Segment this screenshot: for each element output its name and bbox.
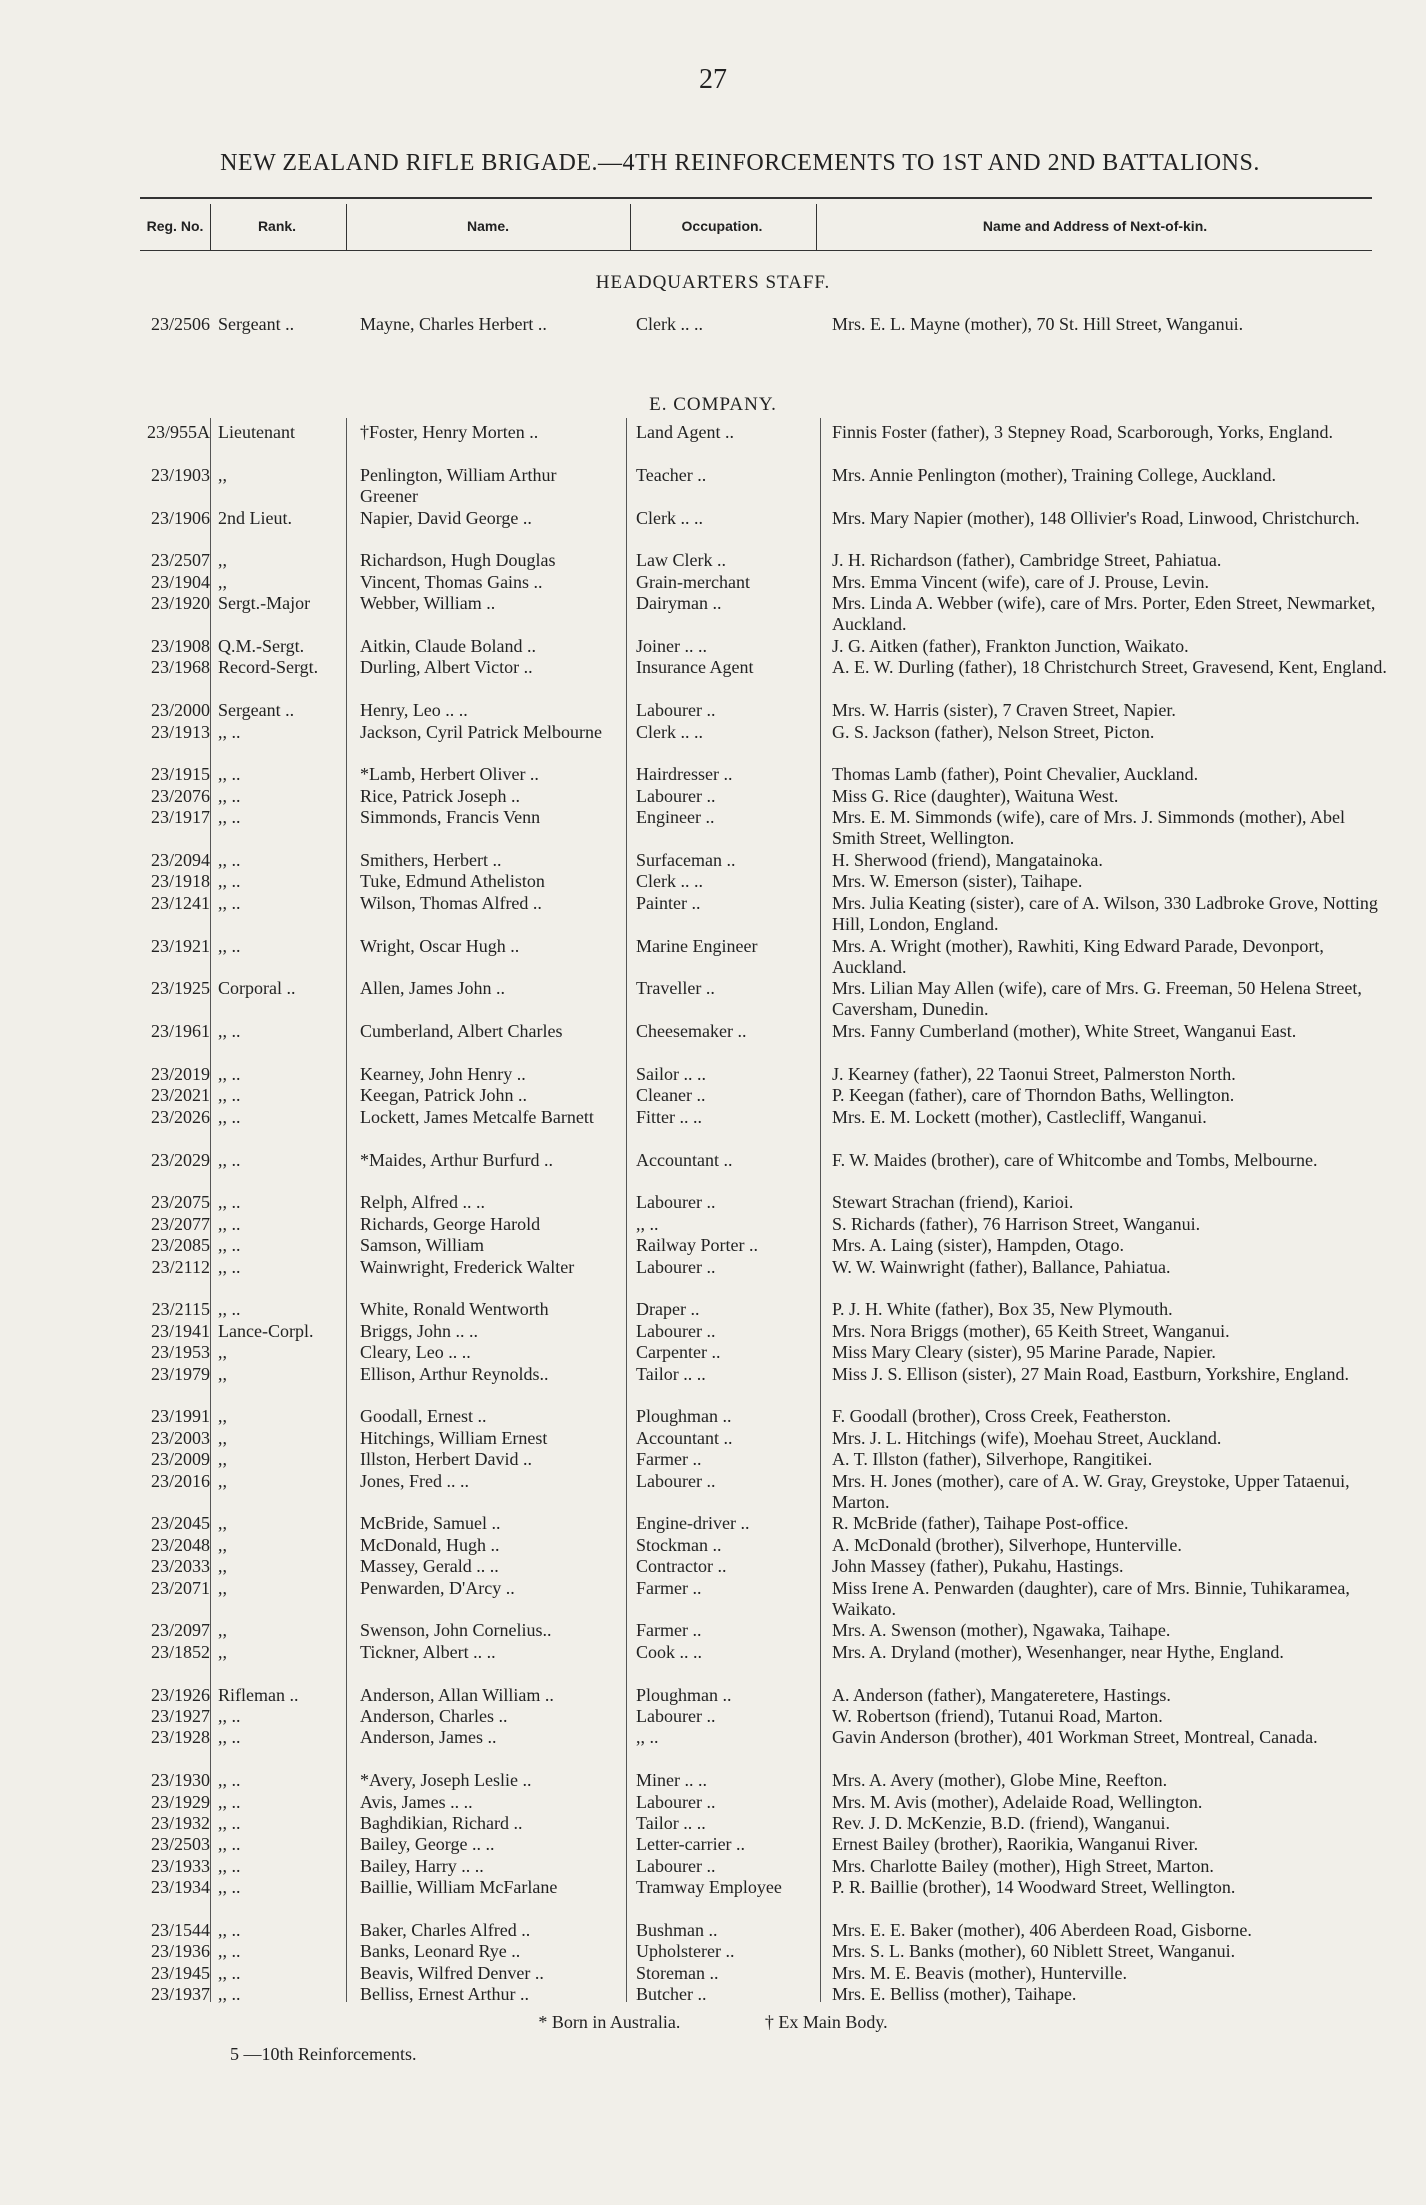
- next-of-kin-cell: F. Goodall (brother), Cross Creek, Featherston.: [832, 1406, 1171, 1427]
- next-of-kin-cell: Mrs. M. Avis (mother), Adelaide Road, Wellington.: [832, 1791, 1203, 1812]
- next-of-kin-cell: A. T. Illston (father), Silverhope, Rangitikei.: [832, 1449, 1153, 1470]
- occupation-cell: Butcher ..: [636, 1984, 707, 2005]
- name-cell: Rice, Patrick Joseph ..: [360, 785, 520, 806]
- occupation-cell: Labourer ..: [636, 1791, 716, 1812]
- column-rule: [210, 418, 211, 2002]
- header-divider: [210, 204, 211, 250]
- name-cell: Webber, William ..: [360, 593, 496, 614]
- col-rank-header: Rank.: [257, 218, 297, 234]
- occupation-cell: Draper ..: [636, 1299, 700, 1320]
- name-cell: Hitchings, William Ernest: [360, 1427, 548, 1448]
- occupation-cell: Engine-driver ..: [636, 1513, 750, 1534]
- occupation-cell: Labourer ..: [636, 700, 716, 721]
- occupation-cell: Tailor .. ..: [636, 1363, 706, 1384]
- rank-cell: ,,: [218, 1513, 227, 1534]
- next-of-kin-cell: Miss Irene A. Penwarden (daughter), care of Mrs. Binnie, Tuhikaramea, Waikato.: [832, 1577, 1350, 1619]
- occupation-cell: Tramway Employee: [636, 1877, 782, 1898]
- reg-no-cell: 23/1904: [150, 571, 210, 592]
- reg-no-cell: 23/2026: [150, 1106, 210, 1127]
- reg-no-cell: 23/1930: [150, 1770, 210, 1791]
- reg-no-cell: 23/2506: [150, 314, 210, 334]
- name-cell: Tickner, Albert .. ..: [360, 1641, 496, 1662]
- name-cell: Massey, Gerald .. ..: [360, 1556, 499, 1577]
- occupation-cell: Carpenter ..: [636, 1342, 721, 1363]
- name-cell: McDonald, Hugh ..: [360, 1534, 500, 1555]
- reg-no-cell: 23/2097: [150, 1620, 210, 1641]
- name-cell: Keegan, Patrick John ..: [360, 1085, 527, 1106]
- footnotes: [0, 2012, 1426, 2033]
- next-of-kin-cell: Mrs. Mary Napier (mother), 148 Ollivier's Road, Linwood, Christchurch.: [832, 507, 1360, 528]
- occupation-cell: Farmer ..: [636, 1449, 702, 1470]
- name-cell: Anderson, Allan William ..: [360, 1684, 554, 1705]
- name-cell: White, Ronald Wentworth: [360, 1299, 549, 1320]
- name-cell: Anderson, Charles ..: [360, 1706, 508, 1726]
- name-cell: Goodall, Ernest ..: [360, 1406, 487, 1427]
- rank-cell: ,,: [218, 1577, 227, 1598]
- reg-no-cell: 23/2085: [150, 1235, 210, 1256]
- occupation-cell: Labourer ..: [636, 1192, 716, 1213]
- next-of-kin-cell: Mrs. A. Avery (mother), Globe Mine, Reefton.: [832, 1770, 1168, 1791]
- next-of-kin-cell: Mrs. Charlotte Bailey (mother), High Street, Marton.: [832, 1855, 1214, 1876]
- next-of-kin-cell: Mrs. H. Jones (mother), care of A. W. Gray, Greystoke, Upper Tataenui, Marton.: [832, 1470, 1350, 1512]
- reg-no-cell: 23/1927: [150, 1706, 210, 1726]
- occupation-cell: Labourer ..: [636, 1855, 716, 1876]
- rank-cell: ,, ..: [218, 1791, 241, 1812]
- next-of-kin-cell: Mrs. A. Swenson (mother), Ngawaka, Taihape.: [832, 1620, 1171, 1641]
- reg-no-cell: 23/1915: [150, 764, 210, 785]
- name-cell: Briggs, John .. ..: [360, 1320, 479, 1341]
- rank-cell: ,, ..: [218, 764, 241, 785]
- name-cell: Jones, Fred .. ..: [360, 1470, 469, 1491]
- reg-no-cell: 23/1544: [150, 1920, 210, 1940]
- occupation-cell: Law Clerk ..: [636, 550, 726, 571]
- name-cell: Beavis, Wilfred Denver ..: [360, 1962, 544, 1983]
- reg-no-cell: 23/1968: [150, 657, 210, 678]
- occupation-cell: Traveller ..: [636, 978, 715, 999]
- rank-cell: ,, ..: [218, 1877, 241, 1898]
- next-of-kin-cell: Mrs. A. Dryland (mother), Wesenhanger, near Hythe, England.: [832, 1641, 1284, 1662]
- rank-cell: ,, ..: [218, 935, 241, 956]
- name-cell: Illston, Herbert David ..: [360, 1449, 532, 1470]
- rank-cell: ,,: [218, 1427, 227, 1448]
- table-header: [140, 204, 1372, 250]
- name-cell: Penwarden, D'Arcy ..: [360, 1577, 515, 1598]
- next-of-kin-cell: A. E. W. Durling (father), 18 Christchurch Street, Gravesend, Kent, England.: [832, 657, 1387, 678]
- occupation-cell: Storeman ..: [636, 1962, 719, 1983]
- next-of-kin-cell: J. G. Aitken (father), Frankton Junction, Waikato.: [832, 636, 1189, 656]
- occupation-cell: Land Agent ..: [636, 422, 734, 442]
- name-cell: Tuke, Edmund Atheliston: [360, 871, 545, 892]
- occupation-cell: ,, ..: [636, 1213, 659, 1234]
- page-number: 27: [699, 64, 727, 95]
- rank-cell: ,, ..: [218, 1106, 241, 1127]
- occupation-cell: Tailor .. ..: [636, 1813, 706, 1833]
- next-of-kin-cell: Mrs. A. Wright (mother), Rawhiti, King Edward Parade, Devonport, Auckland.: [832, 935, 1324, 977]
- name-cell: †Foster, Henry Morten ..: [360, 422, 539, 442]
- reg-no-cell: 23/2076: [150, 785, 210, 806]
- reg-no-cell: 23/1928: [150, 1727, 210, 1748]
- name-cell: Aitkin, Claude Boland ..: [360, 636, 536, 656]
- name-cell: Richardson, Hugh Douglas: [360, 550, 556, 571]
- occupation-cell: Teacher ..: [636, 464, 707, 485]
- occupation-cell: Marine Engineer: [636, 935, 758, 956]
- rank-cell: ,,: [218, 1363, 227, 1384]
- rank-cell: ,, ..: [218, 850, 241, 870]
- name-cell: McBride, Samuel ..: [360, 1513, 501, 1534]
- next-of-kin-cell: Gavin Anderson (brother), 401 Workman Street, Montreal, Canada.: [832, 1727, 1318, 1748]
- reg-no-cell: 23/2045: [150, 1513, 210, 1534]
- rank-cell: ,, ..: [218, 1813, 241, 1833]
- rank-cell: Sergeant ..: [218, 700, 295, 721]
- next-of-kin-cell: Mrs. Nora Briggs (mother), 65 Keith Street, Wanganui.: [832, 1320, 1230, 1341]
- occupation-cell: Farmer ..: [636, 1620, 702, 1641]
- rank-cell: ,, ..: [218, 721, 241, 742]
- reg-no-cell: 23/1937: [150, 1984, 210, 2005]
- company-section-title: E. COMPANY.: [649, 394, 777, 415]
- rank-cell: ,, ..: [218, 1256, 241, 1277]
- name-cell: Mayne, Charles Herbert ..: [360, 314, 547, 334]
- occupation-cell: Miner .. ..: [636, 1770, 707, 1791]
- reg-no-cell: 23/2048: [150, 1534, 210, 1555]
- reg-no-cell: 23/1920: [150, 593, 210, 614]
- col-name-header: Name.: [466, 218, 510, 234]
- name-cell: Cleary, Leo .. ..: [360, 1342, 471, 1363]
- rank-cell: ,, ..: [218, 1984, 241, 2005]
- rank-cell: ,,: [218, 1620, 227, 1641]
- occupation-cell: Cook .. ..: [636, 1641, 703, 1662]
- next-of-kin-cell: H. Sherwood (friend), Mangatainoka.: [832, 850, 1103, 870]
- rank-cell: Rifleman ..: [218, 1684, 299, 1705]
- name-cell: Samson, William: [360, 1235, 484, 1256]
- next-of-kin-cell: Mrs. S. L. Banks (mother), 60 Niblett Street, Wanganui.: [832, 1941, 1236, 1962]
- next-of-kin-cell: Mrs. Emma Vincent (wife), care of J. Prouse, Levin.: [832, 571, 1209, 592]
- next-of-kin-cell: J. Kearney (father), 22 Taonui Street, Palmerston North.: [832, 1064, 1236, 1084]
- reg-no-cell: 23/1852: [150, 1641, 210, 1662]
- name-cell: Wilson, Thomas Alfred ..: [360, 892, 542, 913]
- reg-no-cell: 23/1953: [150, 1342, 210, 1363]
- occupation-cell: Grain-merchant: [636, 571, 750, 592]
- next-of-kin-cell: Mrs. Linda A. Webber (wife), care of Mrs. Porter, Eden Street, Newmarket, Auckland.: [832, 593, 1376, 635]
- occupation-cell: Labourer ..: [636, 1470, 716, 1491]
- col-reg-header: Reg. No.: [146, 218, 204, 234]
- name-cell: Henry, Leo .. ..: [360, 700, 468, 721]
- occupation-cell: Ploughman ..: [636, 1684, 732, 1705]
- reg-no-cell: 23/2503: [150, 1834, 210, 1855]
- occupation-cell: Cleaner ..: [636, 1085, 706, 1106]
- rank-cell: ,, ..: [218, 1855, 241, 1876]
- occupation-cell: Insurance Agent: [636, 657, 754, 678]
- name-cell: Simmonds, Francis Venn: [360, 807, 541, 828]
- reg-no-cell: 23/2077: [150, 1213, 210, 1234]
- column-rule: [346, 418, 347, 2002]
- col-occupation-header: Occupation.: [681, 218, 763, 234]
- reg-no-cell: 23/1906: [150, 507, 210, 528]
- next-of-kin-cell: G. S. Jackson (father), Nelson Street, Picton.: [832, 721, 1155, 742]
- next-of-kin-cell: Mrs. M. E. Beavis (mother), Hunterville.: [832, 1962, 1127, 1983]
- next-of-kin-cell: P. R. Baillie (brother), 14 Woodward Street, Wellington.: [832, 1877, 1236, 1898]
- name-cell: Penlington, William Arthur Greener: [360, 464, 557, 506]
- next-of-kin-cell: Stewart Strachan (friend), Karioi.: [832, 1192, 1074, 1213]
- rank-cell: ,,: [218, 1449, 227, 1470]
- occupation-cell: Sailor .. ..: [636, 1064, 706, 1084]
- occupation-cell: Ploughman ..: [636, 1406, 732, 1427]
- rank-cell: ,, ..: [218, 1962, 241, 1983]
- name-cell: Vincent, Thomas Gains ..: [360, 571, 543, 592]
- occupation-cell: Farmer ..: [636, 1577, 702, 1598]
- reg-no-cell: 23/2071: [150, 1577, 210, 1598]
- reg-no-cell: 23/2075: [150, 1192, 210, 1213]
- occupation-cell: Labourer ..: [636, 1706, 716, 1726]
- next-of-kin-cell: P. Keegan (father), care of Thorndon Baths, Wellington.: [832, 1085, 1235, 1106]
- rank-cell: ,,: [218, 464, 227, 485]
- name-cell: Allen, James John ..: [360, 978, 505, 999]
- reg-no-cell: 23/1929: [150, 1791, 210, 1812]
- rank-cell: ,, ..: [218, 1235, 241, 1256]
- next-of-kin-cell: Mrs. W. Emerson (sister), Taihape.: [832, 871, 1083, 892]
- next-of-kin-cell: J. H. Richardson (father), Cambridge Street, Pahiatua.: [832, 550, 1222, 571]
- reg-no-cell: 23/1934: [150, 1877, 210, 1898]
- reg-no-cell: 23/2094: [150, 850, 210, 870]
- name-cell: Wright, Oscar Hugh ..: [360, 935, 520, 956]
- reg-no-cell: 23/1926: [150, 1684, 210, 1705]
- next-of-kin-cell: Mrs. A. Laing (sister), Hampden, Otago.: [832, 1235, 1124, 1256]
- rank-cell: ,,: [218, 1641, 227, 1662]
- next-of-kin-cell: Mrs. Annie Penlington (mother), Training College, Auckland.: [832, 464, 1276, 485]
- next-of-kin-cell: P. J. H. White (father), Box 35, New Plymouth.: [832, 1299, 1173, 1320]
- reg-no-cell: 23/2000: [150, 700, 210, 721]
- name-cell: Ellison, Arthur Reynolds..: [360, 1363, 549, 1384]
- name-cell: Bailey, George .. ..: [360, 1834, 495, 1855]
- rank-cell: ,, ..: [218, 892, 241, 913]
- occupation-cell: Letter-carrier ..: [636, 1834, 746, 1855]
- rank-cell: Record-Sergt.: [218, 657, 319, 678]
- next-of-kin-cell: Finnis Foster (father), 3 Stepney Road, Scarborough, Yorks, England.: [832, 422, 1333, 442]
- reg-no-cell: 23/1945: [150, 1962, 210, 1983]
- next-of-kin-cell: A. Anderson (father), Mangateretere, Hastings.: [832, 1684, 1171, 1705]
- reg-no-cell: 23/1925: [150, 978, 210, 999]
- header-top-rule: [140, 197, 1372, 199]
- occupation-cell: Engineer ..: [636, 807, 715, 828]
- occupation-cell: Accountant ..: [636, 1427, 733, 1448]
- rank-cell: ,,: [218, 1406, 227, 1427]
- next-of-kin-cell: Mrs. Fanny Cumberland (mother), White Street, Wanganui East.: [832, 1021, 1297, 1042]
- reg-no-cell: 23/1903: [150, 464, 210, 485]
- next-of-kin-cell: S. Richards (father), 76 Harrison Street, Wanganui.: [832, 1213, 1201, 1234]
- next-of-kin-cell: Rev. J. D. McKenzie, B.D. (friend), Wanganui.: [832, 1813, 1170, 1833]
- reg-no-cell: 23/1932: [150, 1813, 210, 1833]
- reg-no-cell: 23/1991: [150, 1406, 210, 1427]
- reg-no-cell: 23/2507: [150, 550, 210, 571]
- rank-cell: ,, ..: [218, 1941, 241, 1962]
- next-of-kin-cell: A. McDonald (brother), Silverhope, Hunterville.: [832, 1534, 1182, 1555]
- rank-cell: ,, ..: [218, 1213, 241, 1234]
- occupation-cell: Hairdresser ..: [636, 764, 733, 785]
- reg-no-cell: 23/2009: [150, 1449, 210, 1470]
- reg-no-cell: 23/2019: [150, 1064, 210, 1084]
- rank-cell: ,, ..: [218, 871, 241, 892]
- name-cell: Avis, James .. ..: [360, 1791, 473, 1812]
- next-of-kin-cell: Mrs. Julia Keating (sister), care of A. Wilson, 330 Ladbroke Grove, Notting Hill, London, England.: [832, 892, 1378, 934]
- rank-cell: ,, ..: [218, 1149, 241, 1170]
- name-cell: Anderson, James ..: [360, 1727, 497, 1748]
- rank-cell: ,,: [218, 571, 227, 592]
- reg-no-cell: 23/2021: [150, 1085, 210, 1106]
- name-cell: Baghdikian, Richard ..: [360, 1813, 523, 1833]
- rank-cell: ,, ..: [218, 1192, 241, 1213]
- reg-no-cell: 23/955A: [147, 422, 210, 442]
- occupation-cell: Upholsterer ..: [636, 1941, 735, 1962]
- next-of-kin-cell: Mrs. E. L. Mayne (mother), 70 St. Hill Street, Wanganui.: [832, 314, 1244, 334]
- next-of-kin-cell: F. W. Maides (brother), care of Whitcombe and Tombs, Melbourne.: [832, 1149, 1318, 1170]
- occupation-cell: Labourer ..: [636, 1256, 716, 1277]
- name-cell: Jackson, Cyril Patrick Melbourne: [360, 721, 602, 742]
- reg-no-cell: 23/2029: [150, 1149, 210, 1170]
- next-of-kin-cell: W. Robertson (friend), Tutanui Road, Marton.: [832, 1706, 1163, 1726]
- name-cell: Napier, David George ..: [360, 507, 532, 528]
- header-divider: [346, 204, 347, 250]
- rank-cell: ,,: [218, 1556, 227, 1577]
- occupation-cell: Clerk .. ..: [636, 314, 703, 334]
- name-cell: Baillie, William McFarlane: [360, 1877, 558, 1898]
- next-of-kin-cell: Mrs. Lilian May Allen (wife), care of Mrs. G. Freeman, 50 Helena Street, Caversham, Dunedin.: [832, 978, 1362, 1020]
- next-of-kin-cell: Miss G. Rice (daughter), Waituna West.: [832, 785, 1119, 806]
- reg-no-cell: 23/1921: [150, 935, 210, 956]
- next-of-kin-cell: Thomas Lamb (father), Point Chevalier, Auckland.: [832, 764, 1199, 785]
- reg-no-cell: 23/1913: [150, 721, 210, 742]
- reg-no-cell: 23/2112: [151, 1256, 210, 1277]
- occupation-cell: Fitter .. ..: [636, 1106, 702, 1127]
- name-cell: Belliss, Ernest Arthur ..: [360, 1984, 529, 2005]
- reg-no-cell: 23/1933: [150, 1855, 210, 1876]
- next-of-kin-cell: John Massey (father), Pukahu, Hastings.: [832, 1556, 1124, 1577]
- next-of-kin-cell: Mrs. J. L. Hitchings (wife), Moehau Street, Auckland.: [832, 1427, 1222, 1448]
- name-cell: *Lamb, Herbert Oliver ..: [360, 764, 539, 785]
- occupation-cell: Clerk .. ..: [636, 871, 703, 892]
- reg-no-cell: 23/2016: [150, 1470, 210, 1491]
- name-cell: Smithers, Herbert ..: [360, 850, 502, 870]
- occupation-cell: Railway Porter ..: [636, 1235, 758, 1256]
- name-cell: Richards, George Harold: [360, 1213, 541, 1234]
- rank-cell: ,, ..: [218, 1299, 241, 1320]
- footnote-born-australia: * Born in Australia.: [538, 2012, 681, 2032]
- rank-cell: Sergt.-Major: [218, 593, 311, 614]
- reg-no-cell: 23/1961: [150, 1021, 210, 1042]
- name-cell: *Maides, Arthur Burfurd ..: [360, 1149, 553, 1170]
- reg-no-cell: 23/2003: [150, 1427, 210, 1448]
- reg-no-cell: 23/1979: [150, 1363, 210, 1384]
- name-cell: Durling, Albert Victor ..: [360, 657, 533, 678]
- occupation-cell: Surfaceman ..: [636, 850, 736, 870]
- next-of-kin-cell: Mrs. E. M. Simmonds (wife), care of Mrs. J. Simmonds (mother), Abel Smith Street, Wellington.: [832, 807, 1345, 849]
- name-cell: Baker, Charles Alfred ..: [360, 1920, 531, 1940]
- name-cell: Relph, Alfred .. ..: [360, 1192, 485, 1213]
- next-of-kin-cell: Mrs. W. Harris (sister), 7 Craven Street, Napier.: [832, 700, 1176, 721]
- next-of-kin-cell: Miss J. S. Ellison (sister), 27 Main Road, Eastburn, Yorkshire, England.: [832, 1363, 1349, 1384]
- rank-cell: Lieutenant: [218, 422, 295, 442]
- name-cell: Swenson, John Cornelius..: [360, 1620, 552, 1641]
- next-of-kin-cell: R. McBride (father), Taihape Post-office.: [832, 1513, 1129, 1534]
- name-cell: Wainwright, Frederick Walter: [360, 1256, 575, 1277]
- next-of-kin-cell: Miss Mary Cleary (sister), 95 Marine Parade, Napier.: [832, 1342, 1216, 1363]
- name-cell: Bailey, Harry .. ..: [360, 1855, 484, 1876]
- reg-no-cell: 23/1917: [150, 807, 210, 828]
- occupation-cell: Clerk .. ..: [636, 507, 703, 528]
- name-cell: Cumberland, Albert Charles: [360, 1021, 563, 1042]
- header-divider: [630, 204, 631, 250]
- reg-no-cell: 23/2115: [151, 1299, 210, 1320]
- rank-cell: ,, ..: [218, 807, 241, 828]
- occupation-cell: Bushman ..: [636, 1920, 718, 1940]
- rank-cell: Lance-Corpl.: [218, 1320, 314, 1341]
- reg-no-cell: 23/1908: [150, 636, 210, 656]
- rank-cell: ,, ..: [218, 1920, 241, 1940]
- next-of-kin-cell: Mrs. E. M. Lockett (mother), Castlecliff, Wanganui.: [832, 1106, 1207, 1127]
- rank-cell: ,, ..: [218, 1834, 241, 1855]
- name-cell: Banks, Leonard Rye ..: [360, 1941, 521, 1962]
- occupation-cell: Painter ..: [636, 892, 701, 913]
- reg-no-cell: 23/2033: [150, 1556, 210, 1577]
- next-of-kin-cell: Ernest Bailey (brother), Raorikia, Wanganui River.: [832, 1834, 1199, 1855]
- rank-cell: ,,: [218, 1470, 227, 1491]
- bottom-note: 5 —10th Reinforcements.: [230, 2044, 417, 2064]
- rank-cell: 2nd Lieut.: [218, 507, 292, 528]
- column-rule: [626, 418, 627, 2002]
- rank-cell: Corporal ..: [218, 978, 296, 999]
- rank-cell: ,, ..: [218, 1021, 241, 1042]
- header-divider: [816, 204, 817, 250]
- name-cell: Lockett, James Metcalfe Barnett: [360, 1106, 594, 1127]
- next-of-kin-cell: Mrs. E. Belliss (mother), Taihape.: [832, 1984, 1077, 2005]
- rank-cell: ,, ..: [218, 1085, 241, 1106]
- occupation-cell: Dairyman ..: [636, 593, 722, 614]
- occupation-cell: ,, ..: [636, 1727, 659, 1748]
- name-cell: Kearney, John Henry ..: [360, 1064, 526, 1084]
- occupation-cell: Labourer ..: [636, 1320, 716, 1341]
- occupation-cell: Cheesemaker ..: [636, 1021, 747, 1042]
- rank-cell: ,, ..: [218, 1727, 241, 1748]
- rank-cell: ,, ..: [218, 1770, 241, 1791]
- hq-section-title: HEADQUARTERS STAFF.: [595, 272, 831, 293]
- rank-cell: Sergeant ..: [218, 314, 295, 334]
- rank-cell: ,, ..: [218, 1706, 241, 1726]
- rank-cell: Q.M.-Sergt.: [218, 636, 305, 656]
- occupation-cell: Contractor ..: [636, 1556, 727, 1577]
- rank-cell: ,,: [218, 550, 227, 571]
- column-rule: [820, 418, 821, 2002]
- reg-no-cell: 23/1241: [150, 892, 210, 913]
- name-cell: *Avery, Joseph Leslie ..: [360, 1770, 532, 1791]
- next-of-kin-cell: W. W. Wainwright (father), Ballance, Pahiatua.: [832, 1256, 1171, 1277]
- occupation-cell: Joiner .. ..: [636, 636, 707, 656]
- occupation-cell: Labourer ..: [636, 785, 716, 806]
- occupation-cell: Accountant ..: [636, 1149, 733, 1170]
- rank-cell: ,, ..: [218, 1064, 241, 1084]
- rank-cell: ,,: [218, 1534, 227, 1555]
- reg-no-cell: 23/1941: [150, 1320, 210, 1341]
- occupation-cell: Stockman ..: [636, 1534, 722, 1555]
- col-next-of-kin-header: Name and Address of Next-of-kin.: [982, 218, 1208, 234]
- page-title: NEW ZEALAND RIFLE BRIGADE.—4TH REINFORCEMENTS TO 1ST AND 2ND BATTALIONS.: [220, 150, 1260, 176]
- reg-no-cell: 23/1936: [150, 1941, 210, 1962]
- header-bottom-rule: [140, 250, 1372, 251]
- rank-cell: ,,: [218, 1342, 227, 1363]
- next-of-kin-cell: Mrs. E. E. Baker (mother), 406 Aberdeen Road, Gisborne.: [832, 1920, 1252, 1940]
- reg-no-cell: 23/1918: [150, 871, 210, 892]
- rank-cell: ,, ..: [218, 785, 241, 806]
- occupation-cell: Clerk .. ..: [636, 721, 703, 742]
- footnote-ex-main-body: † Ex Main Body.: [764, 2012, 888, 2032]
